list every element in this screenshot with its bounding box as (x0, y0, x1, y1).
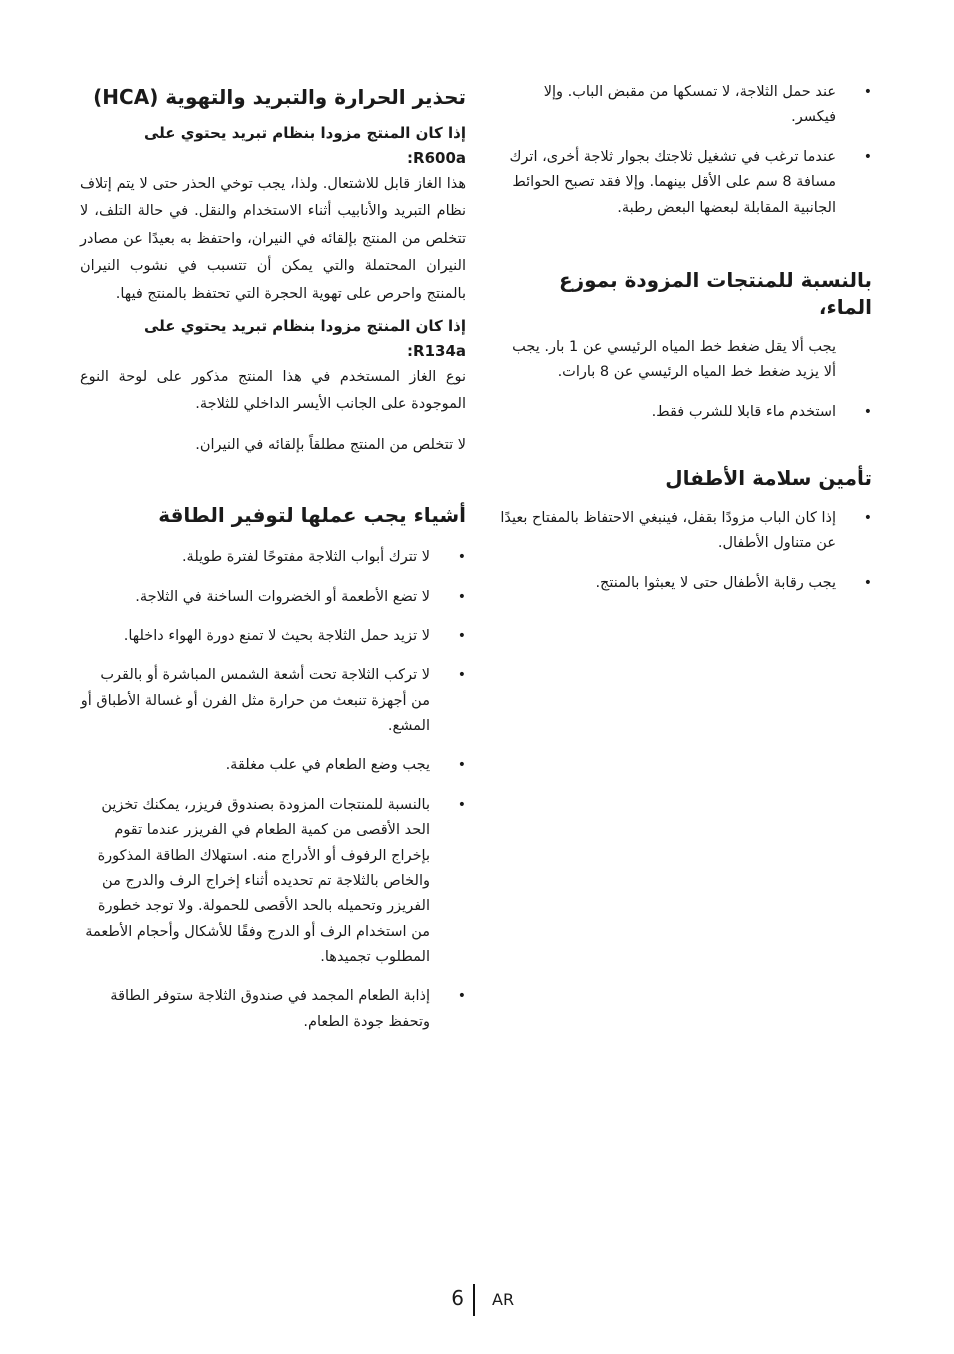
list-item-text: لا تزيد حمل الثلاجة بحيث لا تمنع دورة الهواء داخلها. (123, 627, 430, 644)
energy-bullet-list (80, 545, 466, 1035)
list-item (80, 585, 466, 610)
list-item (80, 753, 466, 778)
footer-divider (473, 1284, 475, 1316)
list-item-text: لا تترك أبواب الثلاجة مفتوحًا لفترة طويلة. (181, 549, 430, 566)
list-item-text: استخدم ماء قابلا للشرب فقط. (651, 403, 836, 420)
disposal-warning-text: لا تتخلص من المنتج مطلقاً بإلقائه في النيران. (195, 436, 466, 453)
water-pressure-text: يجب ألا يقل ضغط خط المياه الرئيسي عن 1 بار. يجب ألا يزيد ضغط خط المياه الرئيسي عن 8 بارات. (512, 338, 836, 381)
language-code: AR (492, 1290, 515, 1309)
list-item (80, 545, 466, 570)
r600a-subtitle: إذا كان المنتج مزودا بنظام تبريد يحتوي على R600a: (143, 124, 466, 167)
list-item (500, 400, 872, 425)
page-number: 6 (451, 1286, 464, 1310)
list-item-text: إذابة الطعام المجمد في صندوق الثلاجة ستوفر الطاقة وتحفظ جودة الطعام. (110, 988, 430, 1030)
bullet-icon: • (457, 988, 466, 1005)
list-item-text: عندما ترغب في تشغيل ثلاجتك بجوار ثلاجة أخرى، اترك مسافة 8 سم على الأقل بينهما. وإلا فقد تصبح الحوائط الجانبية المقابلة لبعضها البعض رطبة. (509, 148, 836, 216)
list-item-text: بالنسبة للمنتجات المزودة بصندوق فريزر، يمكنك تخزين الحد الأقصى من كمية الطعام في الفريزر عندما تقوم بإخراج الرفوف أو الأدراج منه. استهلاك الطاقة المذكورة والخاص بالثلاجة تم تحديده أثناء إخراج الرف والدرج من الفريزر وتحميله بالحد الأقصى للحمولة. ولا توجد خطورة من استخدام الرف أو الدرج وفقًا للأشكال وأحجام الأطعمة المطلوب تجميدها. (85, 796, 430, 966)
list-item (500, 80, 872, 131)
list-item (80, 984, 466, 1035)
r600a-text: هذا الغاز قابل للاشتعال. ولذا، يجب توخي الحذر حتى لا يتم إتلاف نظام التبريد والأنابيب أثناء الاستخدام والنقل. في حالة التلف، لا تتخلص من المنتج بإلقائه في النيران، واحتفظ به بعيدًا عن مصادر النيران المحتملة والتي يمكن أن تتسبب في نشوب النيران بالمنتج واحرص على تهوية الحجرة التي تحتفظ بالمنتج فيها. (80, 175, 466, 302)
hca-warning-title: تحذير الحرارة والتبريد والتهوية (HCA) (93, 85, 466, 109)
bullet-icon: • (457, 549, 466, 566)
list-item-text: يجب وضع الطعام في علب مغلقة. (225, 757, 430, 774)
list-item-text: إذا كان الباب مزودًا بقفل، فينبغي الاحتفاظ بالمفتاح بعيدًا عن متناول الأطفال. (500, 510, 836, 552)
list-item (500, 571, 872, 596)
bullet-icon: • (863, 148, 872, 165)
list-item (80, 624, 466, 649)
water-bullet-list (500, 400, 872, 425)
bullet-icon: • (457, 627, 466, 644)
r134a-text: نوع الغاز المستخدم في هذا المنتج مذكور على لوحة النوع الموجودة على الجانب الأيسر الداخلي للثلاجة. (80, 368, 466, 413)
intro-bullet-list (500, 80, 872, 221)
bullet-icon: • (863, 84, 872, 100)
child-safety-bullet-list (500, 506, 872, 596)
list-item-text: يجب رقابة الأطفال حتى لا يعبثوا بالمنتج. (595, 574, 836, 591)
right-column (500, 80, 872, 596)
page-footer (0, 1284, 954, 1316)
list-item (80, 793, 466, 971)
bullet-icon: • (863, 574, 872, 591)
bullet-icon: • (457, 796, 466, 813)
list-item-text: لا تضع الأطعمة أو الخضروات الساخنة في الثلاجة. (135, 588, 430, 605)
bullet-icon: • (863, 403, 872, 420)
water-dispenser-title: بالنسبة للمنتجات المزودة بموزع الماء، (558, 267, 872, 319)
left-column (80, 80, 466, 1035)
r134a-subtitle: إذا كان المنتج مزودا بنظام تبريد يحتوي على R134a: (143, 317, 466, 360)
bullet-icon: • (457, 667, 466, 684)
list-item (80, 663, 466, 739)
list-item-text: عند حمل الثلاجة، لا تمسكها من مقبض الباب. وإلا فيكسر. (543, 84, 836, 126)
child-safety-title: تأمين سلامة الأطفال (665, 466, 872, 490)
list-item-text: لا تركب الثلاجة تحت أشعة الشمس المباشرة أو بالقرب من أجهزة تنبعث من حرارة مثل الفرن أو غسالة الأطباق أو المشع. (80, 667, 430, 735)
list-item (500, 145, 872, 221)
bullet-icon: • (457, 757, 466, 774)
bullet-icon: • (863, 510, 872, 526)
list-item (500, 506, 872, 557)
energy-saving-title: أشياء يجب عملها لتوفير الطاقة (158, 503, 466, 528)
bullet-icon: • (457, 588, 466, 605)
